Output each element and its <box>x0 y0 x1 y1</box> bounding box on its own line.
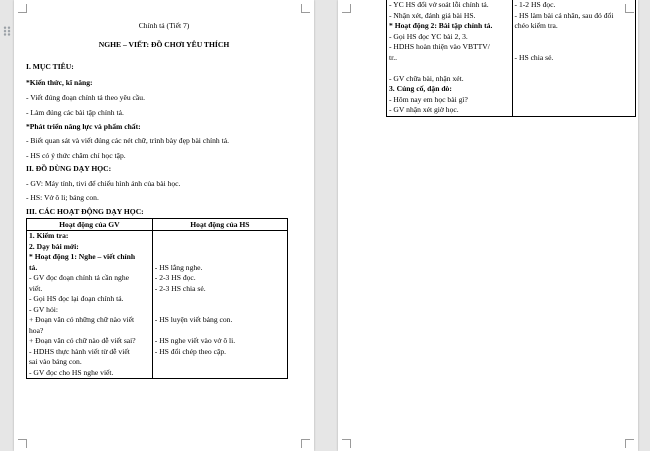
cell-line <box>155 305 285 316</box>
section-heading[interactable]: II. ĐỒ DÙNG DẠY HỌC: <box>26 164 112 173</box>
cell-line <box>515 42 633 53</box>
cell-line <box>515 105 633 116</box>
cell-line <box>155 294 285 305</box>
crop-mark-bottom-left <box>342 439 351 448</box>
cell-line: sai vào bảng con. <box>29 357 82 366</box>
cell-line: 1. Kiểm tra: <box>29 231 69 240</box>
teacher-activity-cell[interactable] <box>27 231 153 379</box>
lesson-title[interactable]: Chính tả (Tiết 7) <box>138 21 190 30</box>
cell-line: chéo kiểm tra. <box>514 21 558 30</box>
table-move-handle-icon[interactable] <box>3 26 11 36</box>
student-activity-cell[interactable] <box>512 0 635 116</box>
cell-line <box>515 95 633 106</box>
cell-line: - YC HS đổi vở soát lỗi chính tả. <box>389 0 489 9</box>
cell-line: - HS nghe viết vào vở ô li. <box>154 336 236 345</box>
cell-line <box>155 326 285 337</box>
table-row <box>27 231 288 379</box>
body-line[interactable]: - GV: Máy tính, tivi để chiếu hình ảnh của bài học. <box>26 179 181 188</box>
cell-line: tả. <box>29 262 38 272</box>
section-heading[interactable]: *Phát triển năng lực và phẩm chất: <box>26 122 141 131</box>
lesson-subtitle[interactable]: NGHE – VIẾT: ĐỒ CHƠI YÊU THÍCH <box>98 40 230 49</box>
crop-mark-top-left <box>342 4 351 13</box>
cell-line: - GV nhận xét giờ học. <box>389 105 459 114</box>
cell-line: tr.. <box>389 52 398 62</box>
cell-line: - 2-3 HS chia sẻ. <box>154 283 206 293</box>
section-heading[interactable]: III. CÁC HOẠT ĐỘNG DẠY HỌC: <box>26 207 144 216</box>
cell-line: + Đoạn văn có những chữ nào viết <box>29 315 135 324</box>
cell-line: - GV hỏi: <box>29 304 58 314</box>
cell-line <box>515 84 633 95</box>
cell-line: - HS lắng nghe. <box>154 262 203 272</box>
body-line[interactable]: - HS: Vở ô li; bảng con. <box>26 193 99 202</box>
activities-table <box>26 218 288 379</box>
body-line[interactable]: - Viết đúng đoạn chính tả theo yêu cầu. <box>26 93 145 102</box>
cell-line: hoa? <box>29 325 44 335</box>
body-line[interactable]: - Biết quan sát và viết đúng các nét chữ, trình bày đẹp bài chính tả. <box>26 136 229 145</box>
cell-line: + Đoạn văn có chữ nào dễ viết sai? <box>29 336 136 345</box>
cell-line: - Gọi HS đọc YC bài 2, 3. <box>389 31 468 41</box>
student-activity-cell[interactable] <box>152 231 287 379</box>
cell-line: - Gọi HS đọc lại đoạn chính tả. <box>29 294 124 303</box>
cell-line: - 1-2 HS đọc. <box>514 0 556 9</box>
cell-line: - 2-3 HS đọc. <box>154 273 196 282</box>
cell-line: * Hoạt động 1: Nghe – viết chính <box>29 252 136 261</box>
header-student-activity: Hoạt động của HS <box>152 219 287 231</box>
cell-line: - GV đọc đoạn chính tả cần nghe <box>29 273 130 282</box>
cell-line <box>155 242 285 253</box>
cell-line: viết. <box>29 283 43 293</box>
cell-line <box>389 63 510 74</box>
header-teacher-activity: Hoạt động của GV <box>27 219 153 231</box>
cell-line <box>155 231 285 242</box>
body-line[interactable]: - Làm đúng các bài tập chính tả. <box>26 108 124 117</box>
cell-line: - GV đọc cho HS nghe viết. <box>29 367 114 377</box>
cell-line: - HS làm bài cá nhân, sau đó đổi <box>514 10 614 20</box>
cell-line: - HS đổi chép theo cặp. <box>154 346 227 356</box>
document-page-1 <box>14 0 314 451</box>
cell-line <box>515 74 633 85</box>
crop-mark-bottom-right <box>301 439 310 448</box>
cell-line <box>155 252 285 263</box>
cell-line <box>155 368 285 379</box>
cell-line: - HS chia sẻ. <box>514 52 554 62</box>
crop-mark-bottom-right <box>625 439 634 448</box>
cell-line: * Hoạt động 2: Bài tập chính tả. <box>389 21 493 30</box>
document-page-2 <box>338 0 638 451</box>
cell-line: - HDHS hoàn thiện vào VBTTV/ <box>389 42 490 51</box>
crop-mark-bottom-left <box>18 439 27 448</box>
cell-line: - HS luyện viết bảng con. <box>154 315 233 324</box>
cell-line: 3. Củng cố, dặn dò: <box>389 84 452 93</box>
table-header-row <box>27 219 288 231</box>
section-heading[interactable]: I. MỤC TIÊU: <box>26 62 74 71</box>
body-line[interactable]: - HS có ý thức chăm chỉ học tập. <box>26 151 126 160</box>
cell-line: - Nhận xét, đánh giá bài HS. <box>389 10 476 20</box>
section-heading[interactable]: *Kiến thức, kĩ năng: <box>26 78 93 87</box>
crop-mark-top-left <box>18 4 27 13</box>
teacher-activity-cell[interactable] <box>387 0 513 116</box>
cell-line: - Hôm nay em học bài gì? <box>389 94 468 104</box>
cell-line: - GV chữa bài, nhận xét. <box>389 73 464 83</box>
cell-line <box>515 32 633 43</box>
crop-mark-top-right <box>301 4 310 13</box>
cell-line <box>515 63 633 74</box>
activities-table-continued <box>386 0 636 117</box>
table-row <box>387 0 636 116</box>
cell-line <box>155 357 285 368</box>
cell-line: 2. Dạy bài mới: <box>29 241 79 251</box>
cell-line: - HDHS thực hành viết từ dễ viết <box>29 346 130 356</box>
